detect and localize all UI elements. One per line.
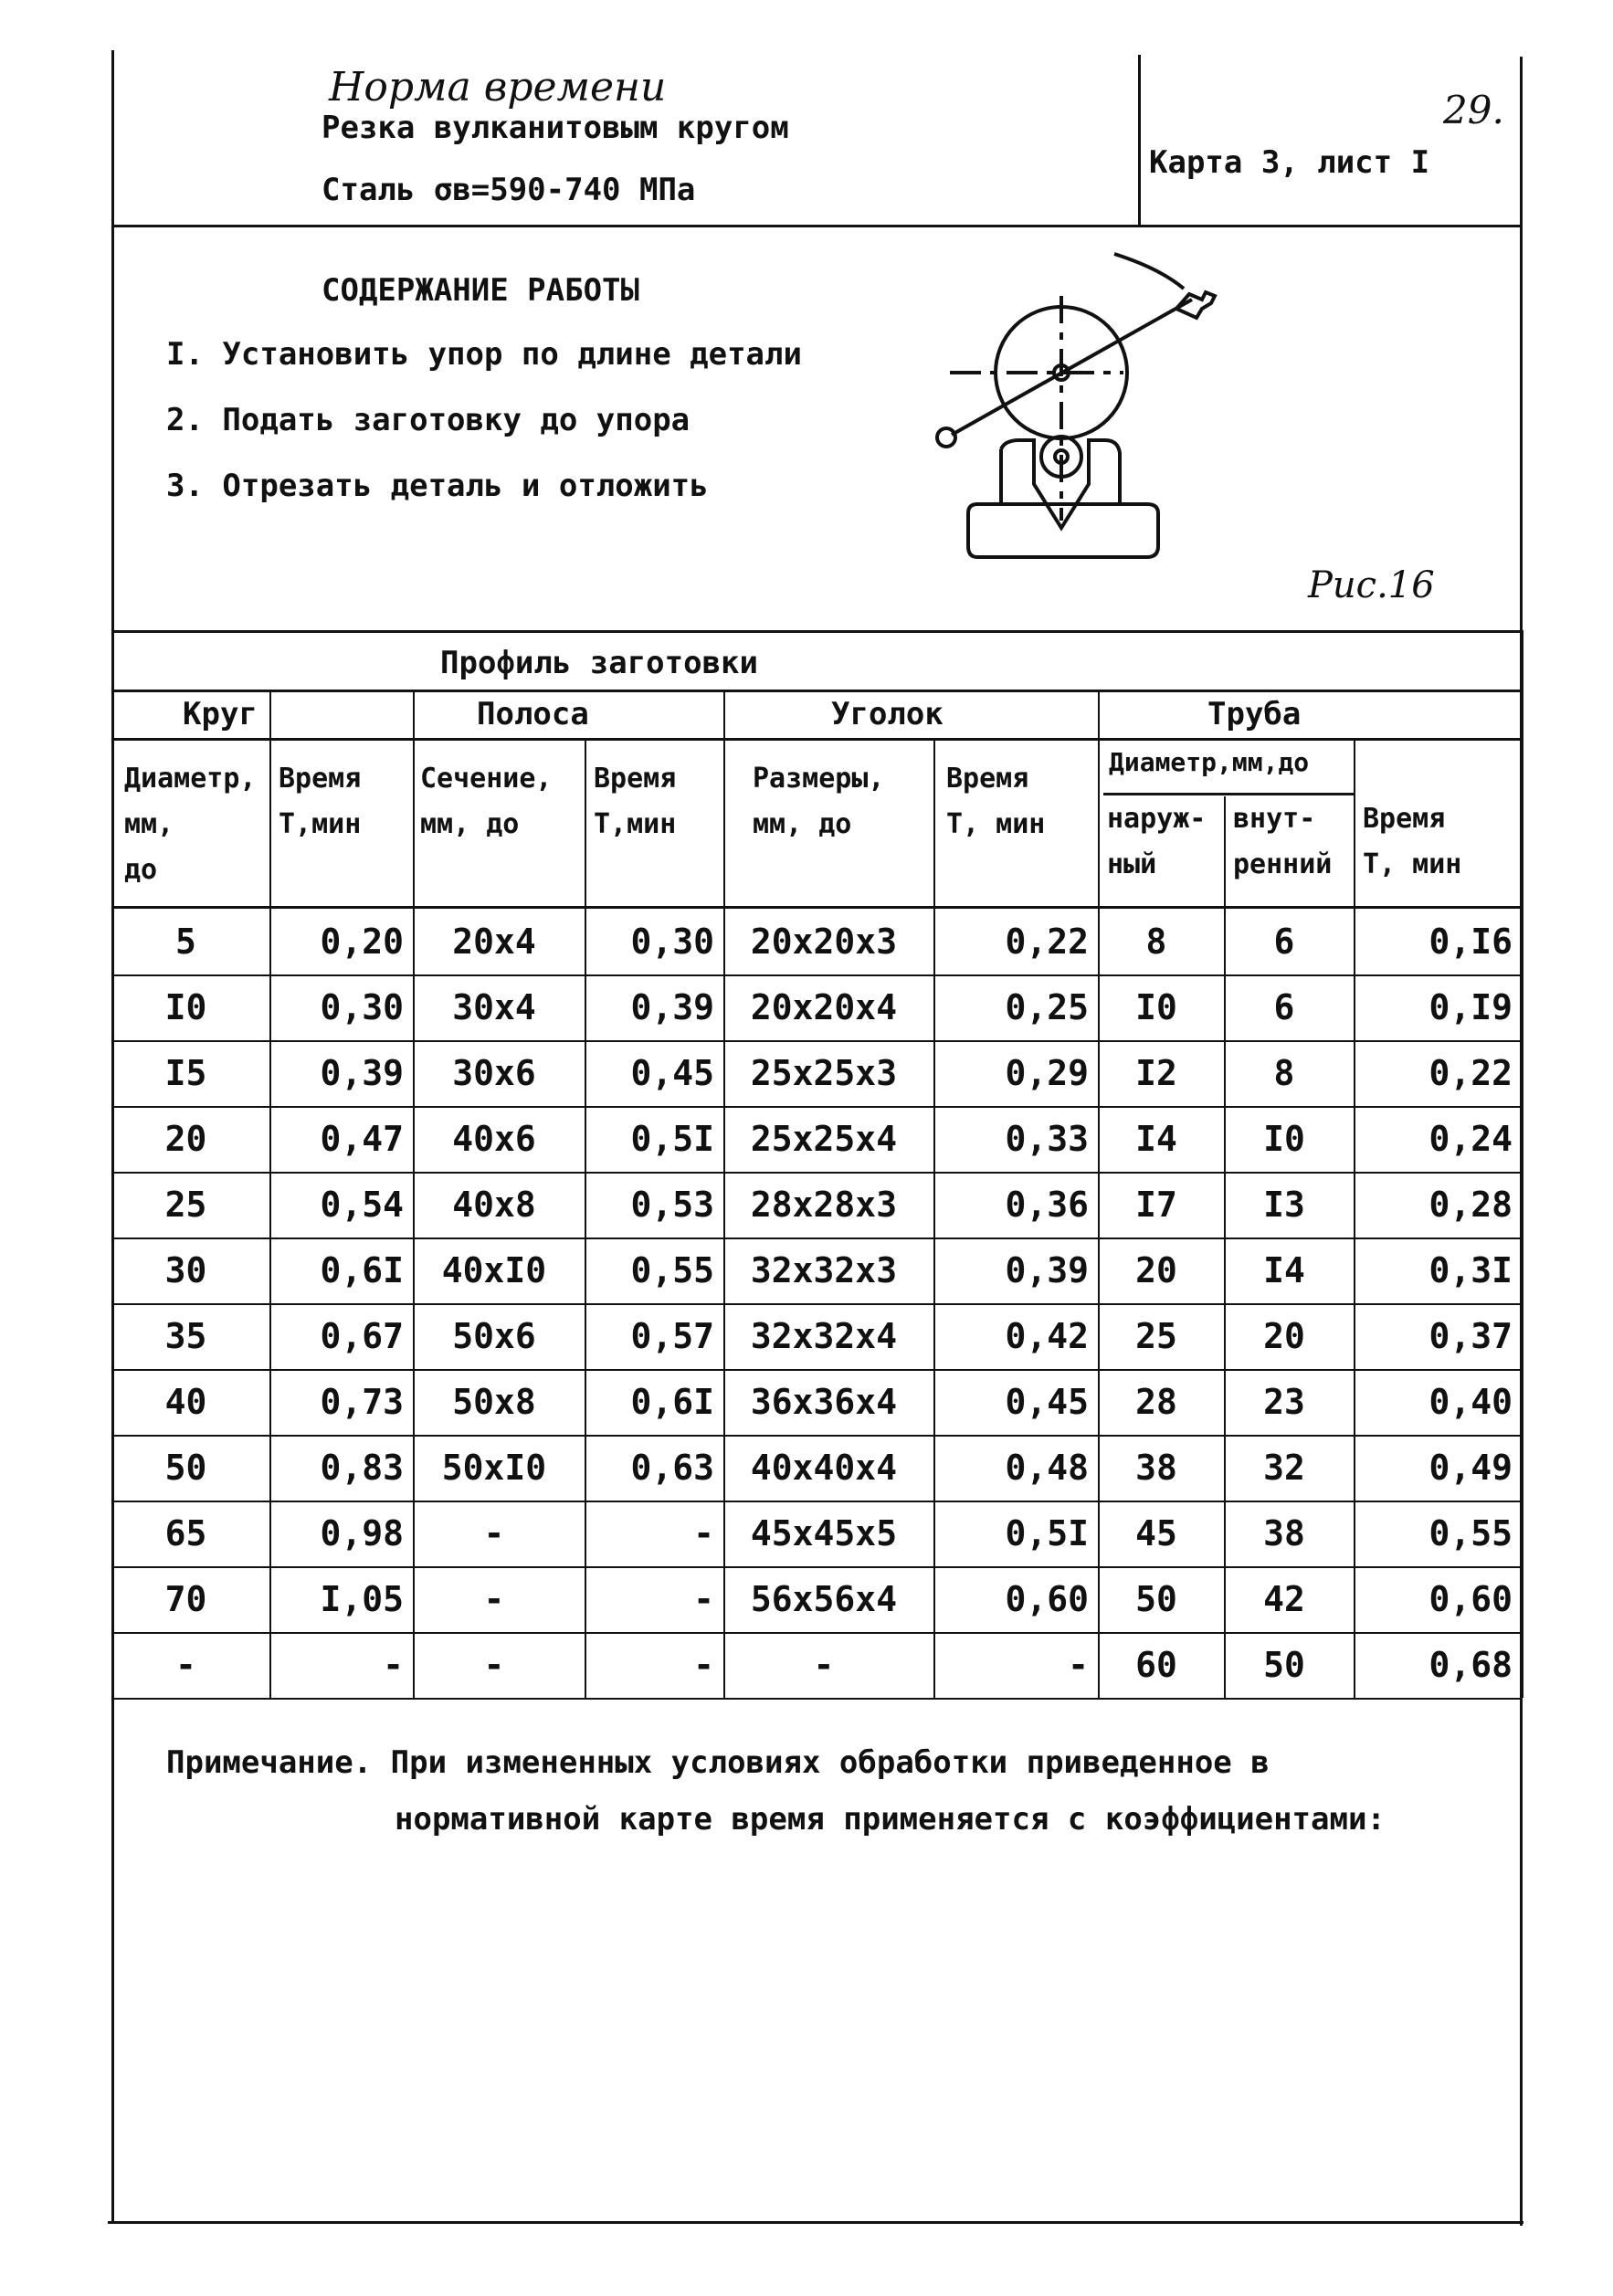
- cell-strip-section: 40x6: [452, 1119, 536, 1159]
- table-row-line: [111, 1040, 1522, 1042]
- cell-pipe-outer: 20: [1135, 1250, 1177, 1290]
- cell-round-time: 0,6I: [320, 1250, 404, 1290]
- cell-round-time: 0,20: [320, 922, 404, 962]
- cutting-wheel-figure: [932, 237, 1224, 575]
- table-col-line: [1522, 630, 1523, 1698]
- header-angle-size-1: Размеры,: [753, 763, 885, 795]
- cell-angle-size: 32x32x4: [750, 1316, 898, 1356]
- group-angle: Уголок: [831, 696, 944, 732]
- cell-pipe-time: 0,3I: [1429, 1250, 1513, 1290]
- header-strip-time-1: Время: [594, 763, 677, 795]
- cell-strip-time: 0,6I: [630, 1382, 714, 1422]
- work-step-3: 3. Отрезать деталь и отложить: [166, 468, 709, 504]
- cell-pipe-inner: I0: [1263, 1119, 1305, 1159]
- cell-pipe-outer: 60: [1135, 1645, 1177, 1685]
- cell-pipe-inner: 38: [1263, 1513, 1305, 1553]
- table-row-line: [111, 1106, 1522, 1108]
- cell-angle-time: -: [1068, 1645, 1089, 1685]
- cell-pipe-inner: 50: [1263, 1645, 1305, 1685]
- cell-strip-section: 40xI0: [441, 1250, 547, 1290]
- cell-angle-size: 45x45x5: [750, 1513, 898, 1553]
- table-row-line: [111, 1435, 1522, 1437]
- header-pipe-inner: [1233, 796, 1332, 888]
- header-strip-time-2: Т,мин: [594, 808, 677, 840]
- cell-angle-size: 25x25x4: [750, 1119, 898, 1159]
- cell-round-diam: 25: [164, 1185, 207, 1225]
- header-round-time-2: Т,мин: [279, 808, 362, 840]
- header-pipe-outer-1: наруж-: [1107, 803, 1207, 835]
- table-row-line: [111, 1369, 1522, 1371]
- header-divider: [113, 225, 1522, 227]
- cell-angle-time: 0,39: [1005, 1250, 1089, 1290]
- cell-strip-section: 30x6: [452, 1053, 536, 1093]
- table-row-line: [111, 974, 1522, 976]
- header-strip-section: [420, 756, 553, 848]
- cell-round-diam: 5: [175, 922, 196, 962]
- cell-pipe-inner: 6: [1273, 987, 1295, 1027]
- header-bottom-border: [111, 906, 1522, 909]
- cell-pipe-outer: 50: [1135, 1579, 1177, 1619]
- cell-strip-section: -: [483, 1513, 505, 1553]
- group-round: Круг: [183, 696, 258, 732]
- cell-round-time: 0,67: [320, 1316, 404, 1356]
- table-row-line: [111, 1501, 1522, 1502]
- material-spec: Сталь σв=590-740 МПа: [322, 172, 696, 208]
- cell-pipe-outer: 25: [1135, 1316, 1177, 1356]
- cell-strip-time: 0,45: [630, 1053, 714, 1093]
- cell-round-diam: 65: [164, 1513, 207, 1553]
- document-title: Резка вулканитовым кругом: [322, 110, 789, 146]
- cell-angle-size: 40x40x4: [750, 1448, 898, 1488]
- cell-strip-section: -: [483, 1579, 505, 1619]
- cell-pipe-time: 0,I9: [1429, 987, 1513, 1027]
- cell-angle-size: 36x36x4: [750, 1382, 898, 1422]
- cell-pipe-outer: I7: [1135, 1185, 1177, 1225]
- header-angle-time-1: Время: [946, 763, 1029, 795]
- cell-strip-section: 50x8: [452, 1382, 536, 1422]
- header-pipe-diam: Диаметр,мм,до: [1109, 747, 1310, 777]
- cell-strip-time: 0,30: [630, 922, 714, 962]
- header-round-diam-3: до: [124, 854, 158, 886]
- cell-strip-section: 20x4: [452, 922, 536, 962]
- header-angle-time: [946, 756, 1045, 848]
- cell-pipe-time: 0,28: [1429, 1185, 1513, 1225]
- cell-strip-time: 0,53: [630, 1185, 714, 1225]
- cell-round-diam: 35: [164, 1316, 207, 1356]
- cell-pipe-outer: 28: [1135, 1382, 1177, 1422]
- page-number: 29.: [1443, 88, 1504, 132]
- handwritten-title: Норма времени: [329, 64, 667, 111]
- cell-pipe-time: 0,49: [1429, 1448, 1513, 1488]
- cell-round-diam: 20: [164, 1119, 207, 1159]
- cell-pipe-outer: 38: [1135, 1448, 1177, 1488]
- cell-angle-size: 20x20x3: [750, 922, 898, 962]
- table-title: Профиль заготовки: [440, 645, 758, 681]
- cell-strip-section: -: [483, 1645, 505, 1685]
- table-row-line: [111, 1632, 1522, 1634]
- cell-angle-size: 25x25x3: [750, 1053, 898, 1093]
- cell-round-time: 0,83: [320, 1448, 404, 1488]
- cell-round-time: 0,30: [320, 987, 404, 1027]
- frame-bottom: [108, 2221, 1523, 2224]
- cell-round-time: 0,98: [320, 1513, 404, 1553]
- cell-pipe-outer: I4: [1135, 1119, 1177, 1159]
- cell-strip-time: 0,63: [630, 1448, 714, 1488]
- cell-pipe-inner: 42: [1263, 1579, 1305, 1619]
- cell-angle-time: 0,48: [1005, 1448, 1089, 1488]
- header-angle-time-2: Т, мин: [946, 808, 1046, 840]
- cell-strip-time: 0,57: [630, 1316, 714, 1356]
- work-step-2: 2. Подать заготовку до упора: [166, 402, 691, 438]
- note-line-2: нормативной карте время применяется с коэффициентами:: [395, 1801, 1386, 1838]
- cell-angle-time: 0,29: [1005, 1053, 1089, 1093]
- cell-round-diam: 30: [164, 1250, 207, 1290]
- header-round-diam: [124, 756, 257, 893]
- cell-round-time: 0,39: [320, 1053, 404, 1093]
- cell-pipe-inner: 20: [1263, 1316, 1305, 1356]
- cell-pipe-time: 0,40: [1429, 1382, 1513, 1422]
- header-strip-time: [594, 756, 676, 848]
- table-row-line: [111, 1172, 1522, 1174]
- group-pipe: Труба: [1207, 696, 1302, 732]
- cell-round-time: 0,47: [320, 1119, 404, 1159]
- cell-pipe-inner: 23: [1263, 1382, 1305, 1422]
- header-pipe-inner-2: ренний: [1233, 848, 1333, 880]
- header-pipe-outer: [1107, 796, 1206, 888]
- cell-strip-time: -: [693, 1579, 714, 1619]
- cell-angle-time: 0,36: [1005, 1185, 1089, 1225]
- cell-pipe-time: 0,37: [1429, 1316, 1513, 1356]
- cell-pipe-inner: I3: [1263, 1185, 1305, 1225]
- cell-strip-time: 0,39: [630, 987, 714, 1027]
- cell-strip-time: -: [693, 1645, 714, 1685]
- cell-pipe-time: 0,60: [1429, 1579, 1513, 1619]
- table-top-border: [111, 630, 1522, 633]
- figure-caption: Рис.16: [1308, 564, 1435, 606]
- table-row-line: [111, 1566, 1522, 1568]
- header-vertical: [1138, 55, 1141, 226]
- cell-strip-time: -: [693, 1513, 714, 1553]
- cell-pipe-time: 0,68: [1429, 1645, 1513, 1685]
- work-step-1: I. Установить упор по длине детали: [166, 336, 802, 373]
- table-row-line: [111, 1303, 1522, 1305]
- header-pipe-time: [1363, 796, 1461, 888]
- cell-round-diam: 70: [164, 1579, 207, 1619]
- header-angle-size-2: мм, до: [753, 808, 852, 840]
- cell-angle-time: 0,60: [1005, 1579, 1089, 1619]
- cell-pipe-outer: 8: [1145, 922, 1167, 962]
- cell-angle-size: -: [813, 1645, 835, 1685]
- header-round-time-1: Время: [279, 763, 362, 795]
- cell-angle-time: 0,22: [1005, 922, 1089, 962]
- table-group-top: [111, 690, 1522, 692]
- table-row-line: [111, 1238, 1522, 1239]
- cell-round-diam: 50: [164, 1448, 207, 1488]
- header-round-time: [279, 756, 361, 848]
- cell-angle-size: 20x20x4: [750, 987, 898, 1027]
- header-pipe-outer-2: ный: [1107, 848, 1157, 880]
- table-row-line: [111, 1698, 1522, 1700]
- cell-pipe-time: 0,24: [1429, 1119, 1513, 1159]
- pipe-diam-underline: [1103, 793, 1355, 795]
- cell-strip-time: 0,5I: [630, 1119, 714, 1159]
- cell-round-time: -: [383, 1645, 404, 1685]
- group-strip: Полоса: [477, 696, 589, 732]
- cell-angle-time: 0,33: [1005, 1119, 1089, 1159]
- cell-pipe-inner: 6: [1273, 922, 1295, 962]
- cell-angle-time: 0,42: [1005, 1316, 1089, 1356]
- cell-angle-size: 28x28x3: [750, 1185, 898, 1225]
- cell-round-diam: -: [175, 1645, 196, 1685]
- cell-strip-section: 50xI0: [441, 1448, 547, 1488]
- cell-angle-time: 0,25: [1005, 987, 1089, 1027]
- header-strip-section-1: Сечение,: [420, 763, 553, 795]
- cell-pipe-time: 0,22: [1429, 1053, 1513, 1093]
- cell-pipe-outer: I2: [1135, 1053, 1177, 1093]
- cell-round-time: 0,73: [320, 1382, 404, 1422]
- header-pipe-time-2: Т, мин: [1363, 848, 1462, 880]
- cell-strip-section: 30x4: [452, 987, 536, 1027]
- cell-angle-time: 0,45: [1005, 1382, 1089, 1422]
- cell-pipe-inner: 8: [1273, 1053, 1295, 1093]
- cell-pipe-inner: 32: [1263, 1448, 1305, 1488]
- header-pipe-time-1: Время: [1363, 803, 1446, 835]
- note-line-1: Примечание. При измененных условиях обработки приведенное в: [166, 1744, 1270, 1781]
- cell-pipe-outer: 45: [1135, 1513, 1177, 1553]
- header-pipe-inner-1: внут-: [1233, 803, 1316, 835]
- table-group-bottom: [111, 738, 1522, 741]
- cell-round-diam: 40: [164, 1382, 207, 1422]
- cell-pipe-outer: I0: [1135, 987, 1177, 1027]
- cell-pipe-time: 0,I6: [1429, 922, 1513, 962]
- header-strip-section-2: мм, до: [420, 808, 520, 840]
- cell-round-diam: I5: [164, 1053, 207, 1093]
- cell-round-time: I,05: [320, 1579, 404, 1619]
- cell-angle-size: 56x56x4: [750, 1579, 898, 1619]
- cell-round-diam: I0: [164, 987, 207, 1027]
- header-round-diam-1: Диаметр,: [124, 763, 257, 795]
- cell-round-time: 0,54: [320, 1185, 404, 1225]
- cell-angle-size: 32x32x3: [750, 1250, 898, 1290]
- cell-strip-time: 0,55: [630, 1250, 714, 1290]
- card-label: Карта 3, лист I: [1149, 144, 1430, 181]
- cell-angle-time: 0,5I: [1005, 1513, 1089, 1553]
- cell-pipe-inner: I4: [1263, 1250, 1305, 1290]
- work-heading: СОДЕРЖАНИЕ РАБОТЫ: [322, 272, 639, 309]
- header-round-diam-2: мм,: [124, 808, 174, 840]
- header-angle-size: [753, 756, 885, 848]
- cell-strip-section: 50x6: [452, 1316, 536, 1356]
- cell-strip-section: 40x8: [452, 1185, 536, 1225]
- cell-pipe-time: 0,55: [1429, 1513, 1513, 1553]
